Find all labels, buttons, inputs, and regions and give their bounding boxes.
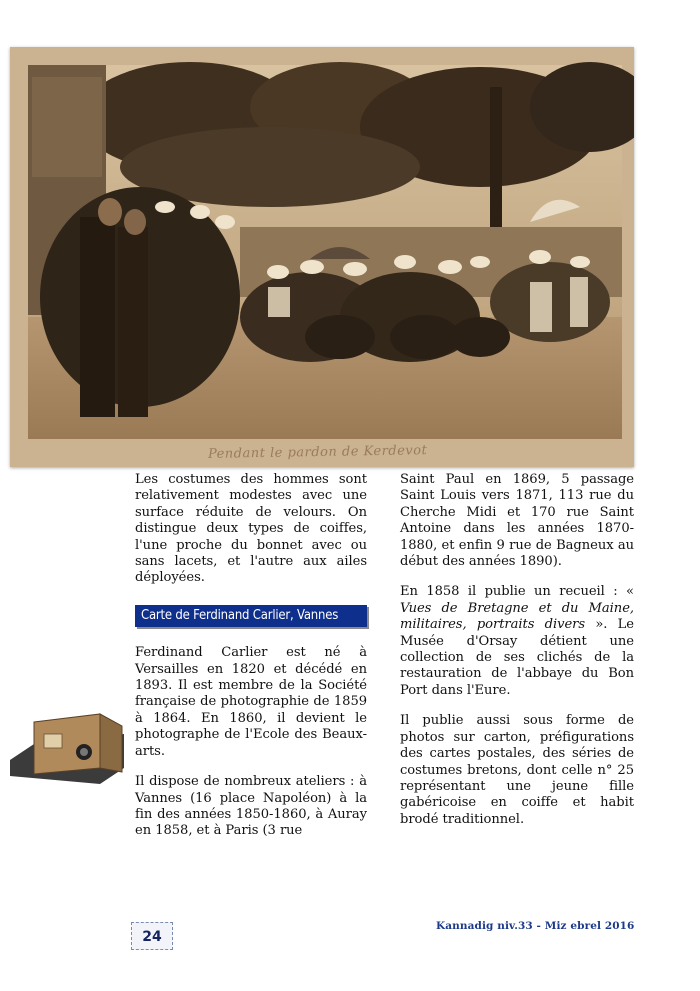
recueil-intro: En 1858 il publie un recueil : « [400,584,634,600]
paragraph-addresses: Saint Paul en 1869, 5 passage Saint Louis vers 1871, 113 rue du Cherche Midi et 170 rue Saint Antoine dans les années 1870-1880, et enfin 9 rue de Bagneux au début des années 1890). [400,472,634,570]
photo-caption: Pendant le pardon de Kerdevot [207,443,428,462]
recueil-title: Vues de Bretagne et du Maine, militaires, portraits divers [400,600,634,633]
photo-image [10,47,634,467]
publication-footer: Kannadig niv.33 - Miz ebrel 2016 [436,920,635,932]
paragraph-carlier-bio: Ferdinand Carlier est né à Versailles en 1820 et décédé en 1893. Il est membre de la Société française de photographie de 1859 à 1864. En 1860, il devient le photographe de l'Ecole des Beaux-arts. [135,645,367,759]
historic-photo [10,47,634,467]
paragraph-costumes: Les costumes des hommes sont relativement modestes avec une surface réduite de velours. On distingue deux types de coiffes, l'une proche du bonnet avec ou sans lacets, et l'autre aux ailes déployées. [135,472,367,586]
paragraph-ateliers: Il dispose de nombreux ateliers : à Vannes (16 place Napoléon) à la fin des années 1850-1860, à Auray en 1858, et à Paris (3 rue [135,774,367,839]
left-column [135,472,367,854]
section-title: Carte de Ferdinand Carlier, Vannes [135,605,367,627]
right-column [400,472,634,842]
paragraph-recueil [400,584,634,699]
camera-icon [4,708,132,786]
recueil-rest: ». Le Musée d'Orsay détient une collection de ses clichés de la restauration de l'abbaye du Bon Port dans l'Eure. [400,617,634,698]
camera-illustration [4,708,132,786]
paragraph-cartes: Il publie aussi sous forme de photos sur carton, préfigurations des cartes postales, des séries de costumes bretons, dont celle n° 25 représentant une jeune fille gabéricoise en coiffe et habit brodé traditionnel. [400,713,634,827]
page-number: 24 [131,922,173,950]
